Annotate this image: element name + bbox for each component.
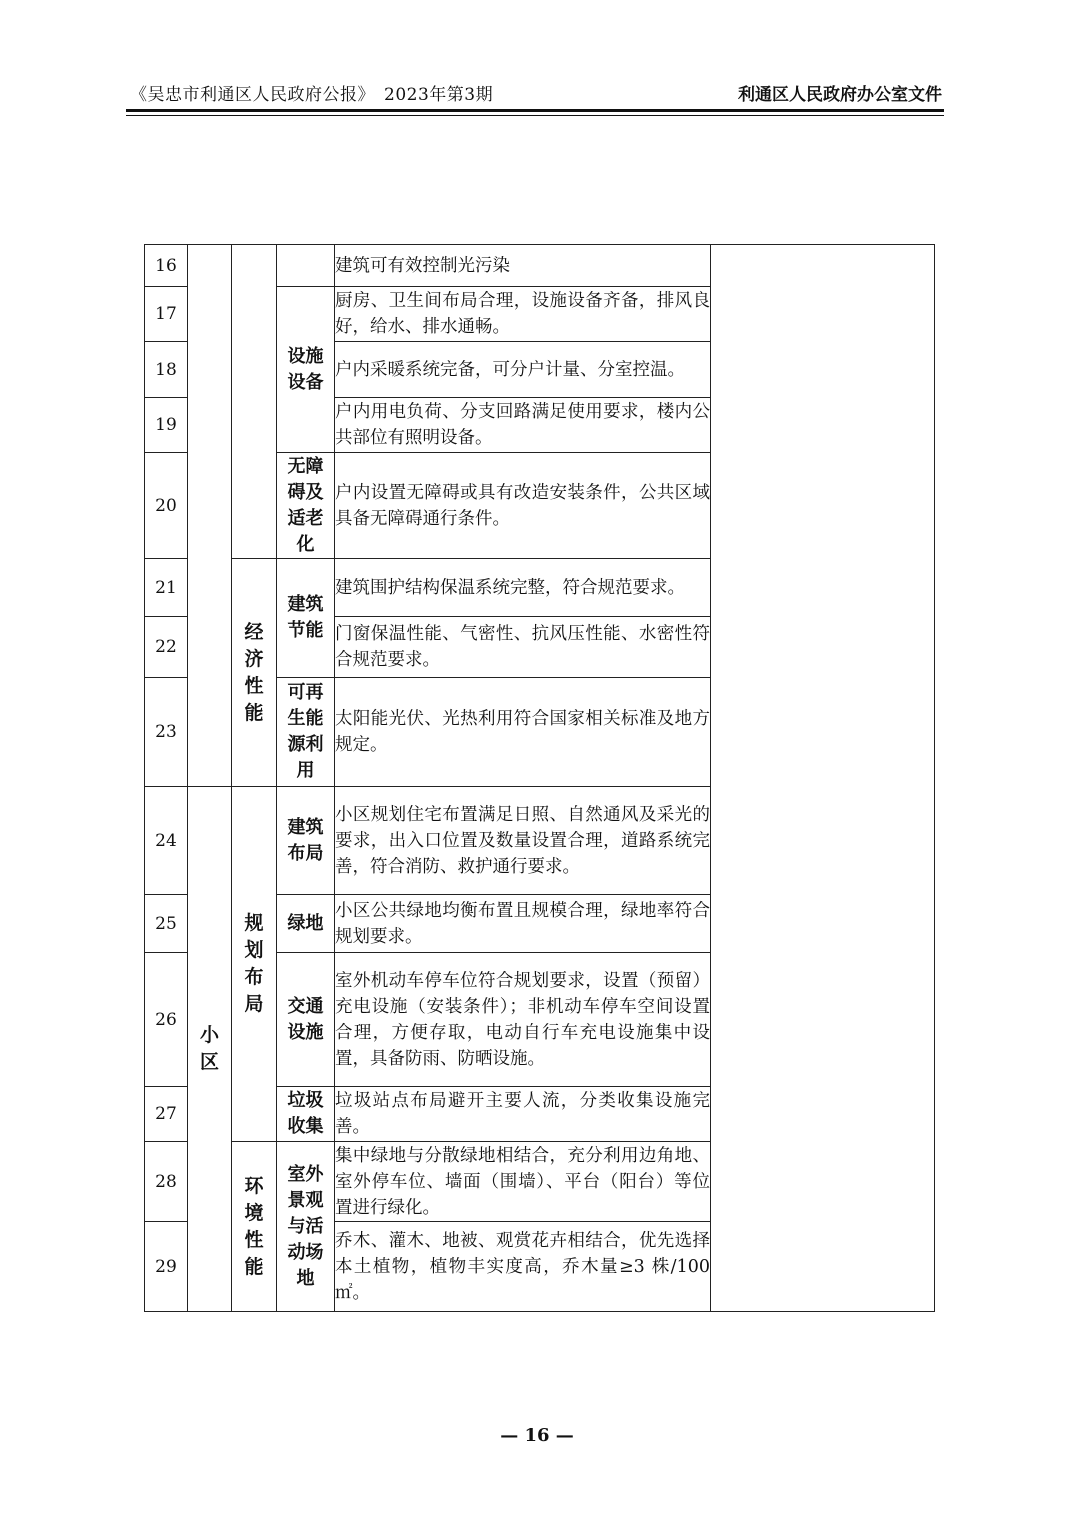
requirement-text: 建筑围护结构保温系统完整，符合规范要求。 xyxy=(335,559,711,617)
page-number: — 16 — xyxy=(500,1425,574,1446)
requirement-text: 集中绿地与分散绿地相结合，充分利用边角地、室外停车位、墙面（围墙）、平台（阳台）等位置进行绿化。 xyxy=(335,1142,711,1222)
requirement-text: 乔木、灌木、地被、观赏花卉相结合，优先选择本土植物，植物丰实度高，乔木量≥3 株/100 ㎡。 xyxy=(335,1222,711,1312)
header-rule-thick xyxy=(126,109,944,112)
row-number: 24 xyxy=(145,787,188,895)
row-number: 17 xyxy=(145,287,188,342)
requirement-text: 太阳能光伏、光热利用符合国家相关标准及地方规定。 xyxy=(335,678,711,787)
row-number: 28 xyxy=(145,1142,188,1222)
row-number: 21 xyxy=(145,559,188,617)
bulletin-title: 《吴忠市利通区人民政府公报》 2023年第3期 xyxy=(130,85,494,105)
category-residential-community: 小区 xyxy=(188,787,232,1312)
category-environmental-performance: 环境性能 xyxy=(232,1142,277,1312)
subcategory-building-energy-saving: 建筑节能 xyxy=(277,559,335,678)
requirement-text: 垃圾站点布局避开主要人流，分类收集设施完善。 xyxy=(335,1087,711,1142)
requirement-text: 小区公共绿地均衡布置且规模合理，绿地率符合规划要求。 xyxy=(335,895,711,953)
subcategory-green-space: 绿地 xyxy=(277,895,335,953)
requirement-text: 建筑可有效控制光污染 xyxy=(335,245,711,287)
row-number: 18 xyxy=(145,342,188,398)
subcategory-outdoor-landscape: 室外景观与活动场地 xyxy=(277,1142,335,1312)
row-number: 22 xyxy=(145,617,188,678)
standards-table xyxy=(144,244,935,1312)
row-number: 29 xyxy=(145,1222,188,1312)
subcategory-building-layout: 建筑布局 xyxy=(277,787,335,895)
requirement-text: 户内采暖系统完备，可分户计量、分室控温。 xyxy=(335,342,711,398)
level3-cell-empty xyxy=(277,245,335,287)
row-number: 19 xyxy=(145,398,188,453)
remarks-cell xyxy=(711,245,935,1312)
row-number: 23 xyxy=(145,678,188,787)
level1-cell-empty xyxy=(188,245,232,787)
category-planning-layout: 规划布局 xyxy=(232,787,277,1142)
requirement-text: 门窗保温性能、气密性、抗风压性能、水密性符合规范要求。 xyxy=(335,617,711,678)
table-row xyxy=(145,245,935,287)
row-number: 25 xyxy=(145,895,188,953)
subcategory-waste-collection: 垃圾收集 xyxy=(277,1087,335,1142)
subcategory-traffic-facilities: 交通设施 xyxy=(277,953,335,1087)
row-number: 16 xyxy=(145,245,188,287)
subcategory-facilities: 设施设备 xyxy=(277,287,335,453)
requirement-text: 户内用电负荷、分支回路满足使用要求，楼内公共部位有照明设备。 xyxy=(335,398,711,453)
requirement-text: 室外机动车停车位符合规划要求，设置（预留）充电设施（安装条件）；非机动车停车空间设置合理，方便存取，电动自行车充电设施集中设置，具备防雨、防晒设施。 xyxy=(335,953,711,1087)
subcategory-accessibility: 无障碍及适老化 xyxy=(277,453,335,559)
row-number: 27 xyxy=(145,1087,188,1142)
requirement-text: 小区规划住宅布置满足日照、自然通风及采光的要求，出入口位置及数量设置合理，道路系统完善，符合消防、救护通行要求。 xyxy=(335,787,711,895)
row-number: 26 xyxy=(145,953,188,1087)
office-document-label: 利通区人民政府办公室文件 xyxy=(738,85,942,105)
requirement-text: 厨房、卫生间布局合理，设施设备齐备，排风良好，给水、排水通畅。 xyxy=(335,287,711,342)
row-number: 20 xyxy=(145,453,188,559)
header-rule-thin xyxy=(126,115,944,116)
category-economic-performance: 经济性能 xyxy=(232,559,277,787)
level2-cell-empty xyxy=(232,245,277,559)
requirement-text: 户内设置无障碍或具有改造安装条件，公共区域具备无障碍通行条件。 xyxy=(335,453,711,559)
subcategory-renewable-energy: 可再生能源利用 xyxy=(277,678,335,787)
